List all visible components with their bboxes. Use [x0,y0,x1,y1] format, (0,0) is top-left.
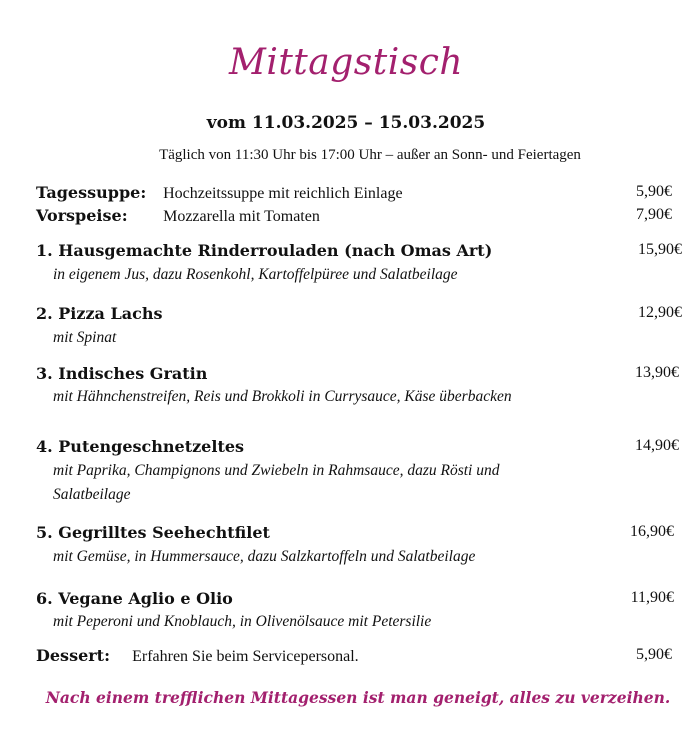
dish-2-description: mit Spinat [53,329,117,346]
dish-2-name: 2. Pizza Lachs [36,304,163,323]
dish-2-row [36,304,682,323]
dish-4-description-line-2: Salatbeilage [53,486,131,503]
dish-1-name: 1. Hausgemachte Rinderrouladen (nach Omas Art) [36,241,493,260]
dish-1-description: in eigenem Jus, dazu Rosenkohl, Kartoffelpüree und Salatbeilage [53,266,458,283]
soup-row [36,183,682,203]
dish-4-row [36,437,682,456]
dish-1-row [36,241,682,260]
dish-5-name: 5. Gegrilltes Seehechtfilet [36,523,270,542]
dish-4-description [53,459,652,507]
dish-4-name: 4. Putengeschnetzeltes [36,437,245,456]
soup-price: 5,90€ [636,183,672,200]
dessert-price: 5,90€ [636,646,672,663]
opening-hours: Täglich von 11:30 Uhr bis 17:00 Uhr – außer an Sonn- und Feiertagen [159,147,581,163]
soup-text: Hochzeitssuppe mit reichlich Einlage [163,185,403,202]
dessert-text: Erfahren Sie beim Servicepersonal. [132,648,359,665]
dish-5-description: mit Gemüse, in Hummersauce, dazu Salzkartoffeln und Salatbeilage [53,548,476,565]
page-title: Mittagstisch [228,42,464,83]
dessert-label: Dessert: [36,646,110,665]
dish-6-row [36,589,682,608]
dish-4-price: 14,90€ [635,437,679,454]
dish-3-price: 13,90€ [635,364,679,381]
dish-3-name: 3. Indisches Gratin [36,364,208,383]
dish-3-row [36,364,682,383]
starter-price: 7,90€ [636,206,672,223]
dish-1-price: 15,90€ [638,241,682,258]
dish-6-price: 11,90€ [630,589,674,606]
dish-6-name: 6. Vegane Aglio e Olio [36,589,233,608]
dish-3-description: mit Hähnchenstreifen, Reis und Brokkoli in Currysauce, Käse überbacken [53,388,512,405]
dish-4-description-line-1: mit Paprika, Champignons und Zwiebeln in Rahmsauce, dazu Rösti und [53,462,500,479]
starter-text: Mozzarella mit Tomaten [163,208,320,225]
dish-2-price: 12,90€ [638,304,682,321]
closing-quote: Nach einem trefflichen Mittagessen ist man geneigt, alles zu verzeihen. [45,688,671,707]
dish-5-row [36,523,682,542]
starter-label: Vorspeise: [36,206,128,225]
dessert-row [36,646,682,666]
dish-5-price: 16,90€ [630,523,674,540]
dish-6-description: mit Peperoni und Knoblauch, in Olivenölsauce mit Petersilie [53,613,432,630]
starter-row [36,206,682,226]
date-range: vom 11.03.2025 – 15.03.2025 [206,113,486,133]
soup-label: Tagessuppe: [36,183,147,202]
